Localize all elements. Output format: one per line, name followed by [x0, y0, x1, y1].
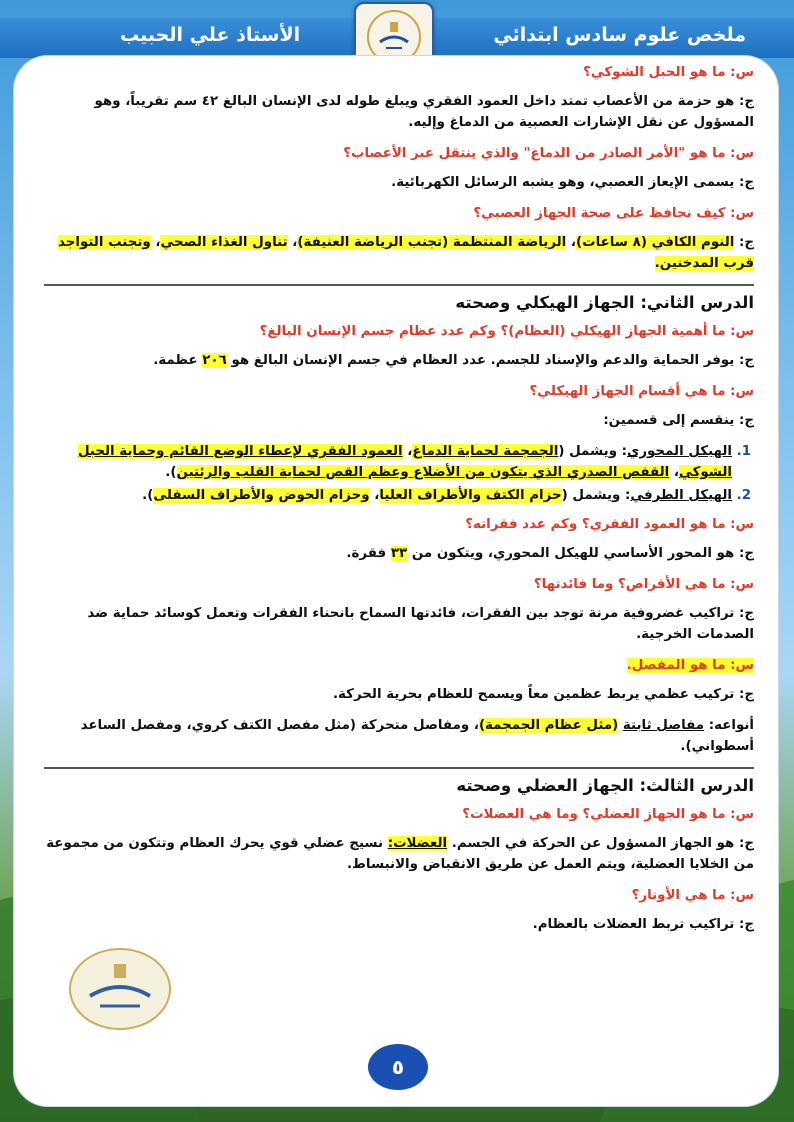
highlighted-number: ٣٣ — [390, 546, 408, 561]
highlighted-tip: الرياضة المنتظمة (تجنب الرياضة العنيفة) — [297, 235, 567, 250]
term: مفاصل ثابتة — [622, 718, 705, 733]
answer: ج: تركيب عظمي يربط عظمين معاً ويسمح للعظام بحرية الحركة. — [332, 687, 754, 702]
list-text: ). — [165, 465, 177, 480]
answer-text: ج: هو الجهاز المسؤول عن الحركة في الجسم. — [447, 836, 754, 851]
answer-text: ج: هو المحور الأساسي للهيكل المحوري، ويتكون من — [407, 546, 754, 561]
highlighted-term: العضلات: — [387, 836, 448, 851]
answer-text: ، ومفاصل متحركة (مثل مفصل الكتف كروي، ومفصل الساعد أسطواني). — [80, 718, 754, 754]
answer: ج: هو حزمة من الأعصاب تمتد داخل العمود الفقري ويبلغ طوله لدى الإنسان البالغ ٤٢ سم تقريباً، وهو المسؤول عن نقل الإشارات العصبية من الدماغ وإليه. — [94, 94, 754, 130]
list-text: ). — [142, 488, 154, 503]
term: الهيكل الطرفي — [630, 488, 732, 503]
lesson-title: الدرس الثاني: الجهاز الهيكلي وصحته — [455, 293, 754, 312]
term: الهيكل المحوري — [627, 444, 732, 459]
answer-text: عظمة. — [153, 353, 203, 368]
answer-text: فقرة. — [346, 546, 391, 561]
highlighted-question: س: ما هو المفصل. — [626, 658, 754, 673]
highlighted-tip: النوم الكافي (٨ ساعات) — [576, 235, 735, 250]
list-item — [44, 441, 732, 483]
list-text: : ويشمل ( — [558, 444, 628, 459]
answer-prefix: ج: — [734, 235, 754, 250]
highlighted-example: (مثل عظام الجمجمة) — [478, 718, 619, 733]
separator-text: ، — [150, 235, 161, 250]
page-content — [44, 62, 754, 945]
list-text: : ويشمل ( — [561, 488, 631, 503]
highlighted-term: العمود الفقري لإعطاء الوضع القائم وحماية الحبل الشوكي — [77, 444, 732, 480]
answer — [44, 232, 754, 274]
answer-text: نسيج عضلي قوي يحرك العظام وتتكون من مجموعة من الخلايا العضلية، ويتم العمل عن طريق الانقباض والانبساط. — [46, 836, 754, 872]
section-divider — [44, 284, 754, 286]
question: س: ما هو الحبل الشوكي؟ — [583, 65, 754, 80]
teacher-logo-watermark-icon — [64, 944, 176, 1034]
question: س: ما هي أقسام الجهاز الهيكلي؟ — [529, 384, 754, 399]
highlighted-number: ٢٠٦ — [202, 353, 227, 368]
separator-text: ، — [669, 465, 680, 480]
highlighted-tip: تناول الغذاء الصحي — [160, 235, 288, 250]
answer — [44, 350, 754, 371]
separator-text: ، — [402, 444, 413, 459]
question — [44, 655, 754, 676]
answer — [44, 833, 754, 875]
answer-text: ج: يوفر الحماية والدعم والإسناد للجسم. عدد العظام في جسم الإنسان البالغ هو — [226, 353, 754, 368]
header-subject-title: ملخص علوم سادس ابتدائي — [493, 24, 746, 46]
joint-types — [44, 715, 754, 757]
question: س: ما هو الجهاز العضلي؟ وما هي العضلات؟ — [462, 807, 754, 822]
separator-text: ، — [287, 235, 298, 250]
highlighted-term: الجمجمة لحماية الدماغ — [412, 444, 559, 459]
separator-text: ، — [566, 235, 577, 250]
question: س: ما هي الأوتار؟ — [631, 888, 754, 903]
page-number: ٥ — [368, 1044, 428, 1090]
question: س: ما هو "الأمر الصادر من الدماغ" والذي ينتقل عبر الأعصاب؟ — [343, 146, 754, 161]
header-teacher-name: الأستاذ علي الحبيب — [120, 24, 301, 46]
question: س: ما هو العمود الفقري؟ وكم عدد فقراته؟ — [465, 517, 754, 532]
answer: ج: ينقسم إلى قسمين: — [603, 413, 754, 428]
question: س: ما هي الأقراص؟ وما فائدتها؟ — [533, 577, 754, 592]
answer: ج: تراكيب تربط العضلات بالعظام. — [532, 917, 754, 932]
lesson-title: الدرس الثالث: الجهاز العضلي وصحته — [456, 776, 754, 795]
label: أنواعه: — [704, 718, 754, 733]
section-divider — [44, 767, 754, 769]
question: س: كيف نحافظ على صحة الجهاز العصبي؟ — [473, 206, 754, 221]
highlighted-tip: وتجنب التواجد قرب المدخنين. — [57, 235, 754, 271]
highlighted-term: القفص الصدري الذي يتكون من الأضلاع وعظم القص لحماية القلب والرئتين — [176, 465, 670, 480]
answer: ج: يسمى الإيعاز العصبي، وهو يشبه الرسائل الكهربائية. — [391, 175, 754, 190]
separator-text: ، — [369, 488, 380, 503]
question: س: ما أهمية الجهاز الهيكلي (العظام)؟ وكم عدد عظام جسم الإنسان البالغ؟ — [259, 324, 754, 339]
list-item — [44, 485, 732, 506]
highlighted-term: وحزام الحوض والأطراف السفلى — [153, 488, 370, 503]
highlighted-term: حزام الكتف والأطراف العليا — [379, 488, 562, 503]
answer: ج: تراكيب غضروفية مرنة توجد بين الفقرات، فائدتها السماح بانحناء الفقرات وتعمل كوسائد حماية ضد الصدمات الخرجية. — [87, 606, 754, 642]
skeleton-parts-list — [44, 441, 754, 506]
answer — [44, 543, 754, 564]
